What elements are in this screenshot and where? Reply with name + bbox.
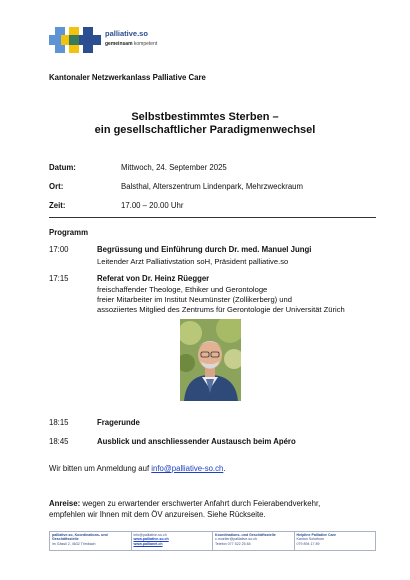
footer-helpline: Helpline Palliative Care Kanton Solothurn 079 894 17 89 bbox=[296, 533, 337, 546]
registration-email-link[interactable]: info@palliative-so.ch bbox=[151, 464, 224, 473]
program-heading: Programm bbox=[49, 228, 88, 237]
place-label: Ort: bbox=[49, 182, 64, 191]
place-value: Balsthal, Alterszentrum Lindenpark, Mehrzweckraum bbox=[121, 182, 304, 191]
footer-web-link[interactable]: www.pallianet.ch bbox=[133, 541, 163, 546]
footer-email-link[interactable]: info@palliative-so.ch bbox=[133, 533, 167, 537]
logo-name: palliative.so bbox=[105, 29, 148, 38]
footer-office-email[interactable]: c.mueller@palliative-so.ch bbox=[215, 537, 257, 542]
logo bbox=[49, 25, 169, 57]
footer-contact-table bbox=[49, 531, 376, 551]
program-detail: freischaffender Theologe, Ethiker und Gerontologe bbox=[97, 285, 268, 294]
program-time: 18:45 bbox=[49, 437, 69, 446]
program-detail: Leitender Arzt Palliativstation soH, Präsident palliative.so bbox=[97, 257, 289, 266]
event-title-line1: Selbstbestimmtes Sterben – bbox=[131, 111, 279, 123]
program-time: 17:15 bbox=[49, 274, 69, 283]
arrival-note: Anreise: wegen zu erwartender erschwerter Anfahrt durch Feierabendverkehr, bbox=[49, 499, 321, 508]
logo-cross-mark bbox=[49, 25, 101, 55]
arrival-note-line2: empfehlen wir Ihnen mit dem ÖV anzureisen. Siehe Rückseite. bbox=[49, 510, 266, 519]
footer-web-link[interactable]: www.palliative-so.ch bbox=[133, 537, 169, 542]
registration-note: Wir bitten um Anmeldung auf info@palliative-so.ch. bbox=[49, 464, 226, 473]
program-title: Begrüssung und Einführung durch Dr. med. Manuel Jungi bbox=[97, 245, 312, 254]
footer-web bbox=[132, 532, 214, 550]
program-time: 18:15 bbox=[49, 418, 69, 427]
event-type: Kantonaler Netzwerkanlass Palliative Care bbox=[49, 73, 206, 82]
divider bbox=[49, 217, 376, 218]
program-title: Fragerunde bbox=[97, 418, 140, 427]
footer-organisation: palliative.so, Koordinations- und Geschäftsstelle im Gässli 2, 4632 Trimbach bbox=[50, 532, 132, 550]
program-time: 17:00 bbox=[49, 245, 69, 254]
program-detail: assoziiertes Mitglied des Zentrums für Gerontologie der Universität Zürich bbox=[97, 305, 345, 314]
date-value: Mittwoch, 24. September 2025 bbox=[121, 163, 227, 172]
program-detail: freier Mitarbeiter im Institut Neumünster (Zollikerberg) und bbox=[97, 295, 292, 304]
program-title: Ausblick und anschliessender Austausch beim Apéro bbox=[97, 437, 296, 446]
footer-office: Koordinations- und Geschäftsstelle c.mueller@palliative-so.ch Telefon 077 522 25 84 bbox=[213, 532, 295, 550]
event-title-line2: ein gesellschaftlicher Paradigmenwechsel bbox=[94, 124, 316, 136]
time-label: Zeit: bbox=[49, 201, 66, 210]
date-label: Datum: bbox=[49, 163, 76, 172]
program-title: Referat von Dr. Heinz Rüegger bbox=[97, 274, 210, 283]
speaker-photo bbox=[180, 319, 241, 401]
time-value: 17.00 – 20.00 Uhr bbox=[121, 201, 184, 210]
logo-tagline: gemeinsam kompetent bbox=[105, 41, 158, 47]
